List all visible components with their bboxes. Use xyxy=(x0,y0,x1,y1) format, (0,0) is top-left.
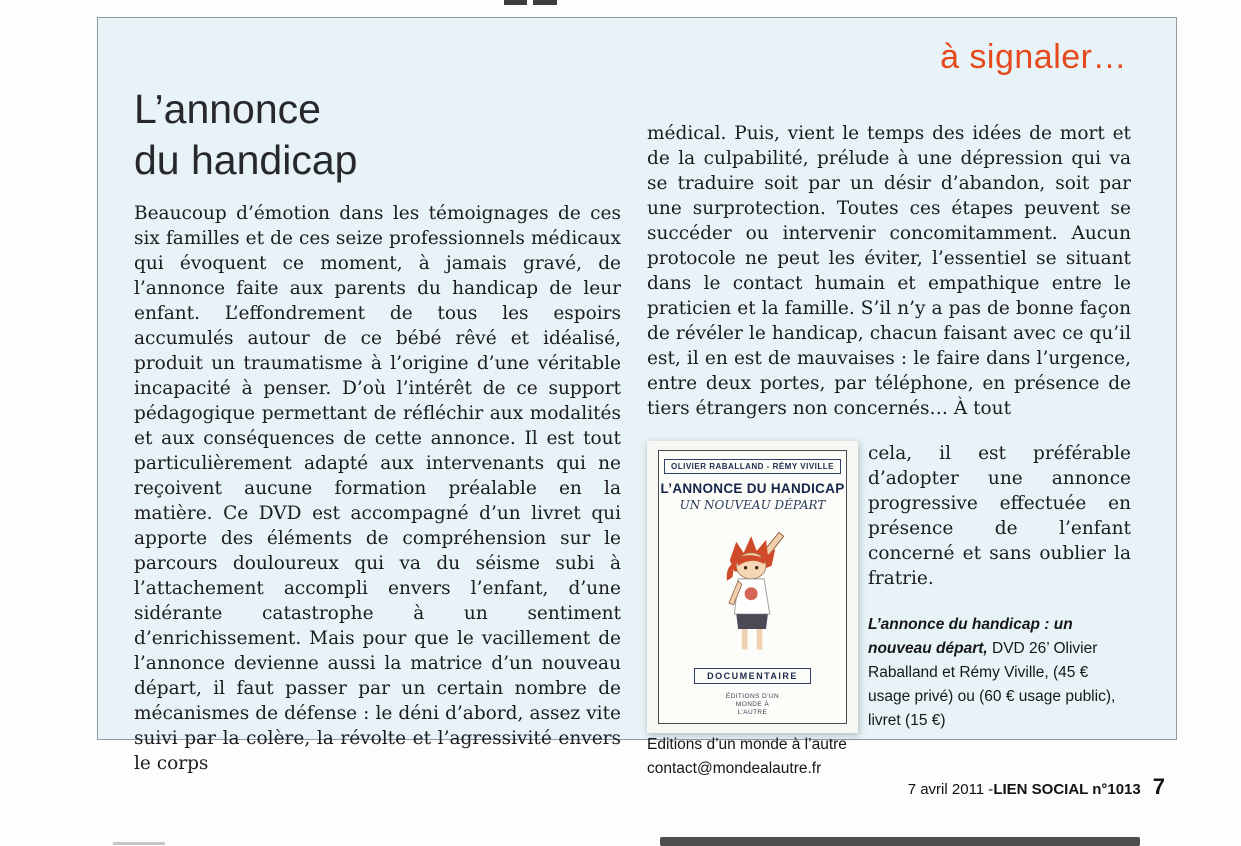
caption-email: contact@mondealautre.fr xyxy=(647,760,822,777)
dvd-publisher-logo: ÉDITIONS D’UN MONDE À L’AUTRE xyxy=(725,693,780,716)
dvd-subtitle: UN NOUVEAU DÉPART xyxy=(679,498,826,512)
dvd-cover xyxy=(658,450,847,724)
footer-page-number: 7 xyxy=(1152,774,1165,799)
dvd-cover-photo xyxy=(647,441,858,733)
page-footer xyxy=(908,774,1165,800)
footer-date: 7 avril 2011 - xyxy=(907,781,994,798)
dvd-authors: OLIVIER RABALLAND - RÉMY VIVILLE xyxy=(664,459,841,474)
article-title-line1: L’annonce xyxy=(134,86,321,132)
caption-details: DVD 26’ Olivier Raballand et Rémy Viville, (45 € usage privé) ou (60 € usage public), livret (15 €) xyxy=(868,640,1116,729)
article-text-col1: Beaucoup d’émotion dans les témoignages de ces six familles et de ces seize professionnels médicaux qui évoquent ce moment, à jamais gravé, de l’annonce faite aux parents du handicap de leur enfant. L’effondrement de tous les espoirs accumulés autour de ce bébé rêvé et idéalisé, produit un traumatisme à l’origine d’une véritable incapacité à penser. D’où l’intérêt de ce support pédagogique permettant de réfléchir aux modalités et aux conséquences de cette annonce. Il est tout particulièrement adapté aux intervenants qui ne reçoivent aucune formation préalable en la matière. Ce DVD est accompagné d’un livret qui apporte des éléments de compréhension sur le parcours douloureux qui va du séisme subi à l’attachement accompli envers l’enfant, d’une sidérante catastrophe à un sentiment d’enrichissement. Mais pour que le vacillement de l’annonce devienne aussi la matrice d’un nouveau départ, il faut passer par un certain nombre de mécanismes de défense : le déni d’abord, assez vite suivi par la colère, la révolte et l’agressivité envers le corps xyxy=(134,203,621,774)
media-block xyxy=(647,441,1131,781)
article-title xyxy=(134,84,357,186)
article-text-col2: médical. Puis, vient le temps des idées de mort et de la culpabilité, prélude à une dépression qui va se traduire soit par un désir d’abandon, soit par une surprotection. Toutes ces étapes peuvent se succéder ou intervenir concomitamment. Aucun protocole ne peut les éviter, l’essentiel se situant dans le contact humain et empathique entre le praticien et la famille. S’il n’y a pas de bonne façon de révéler le handicap, chacun faisant avec ce qu’il est, il en est de mauvaises : le faire dans l’urgence, entre deux portes, par téléphone, en présence de tiers étrangers non concernés… À tout xyxy=(647,123,1131,419)
dvd-genre: DOCUMENTAIRE xyxy=(694,668,811,684)
caption-publisher: Editions d’un monde à l’autre xyxy=(647,736,847,753)
scan-artifact-top-1 xyxy=(504,0,527,5)
dvd-title: L’ANNONCE DU HANDICAP xyxy=(660,481,845,496)
section-label: à signaler… xyxy=(940,38,1127,76)
article-column-right xyxy=(647,121,1131,781)
article-title-line2: du handicap xyxy=(134,137,358,183)
article-panel xyxy=(97,17,1177,777)
footer-journal: LIEN SOCIAL n°1013 xyxy=(993,781,1141,798)
scan-artifact-bottom xyxy=(660,837,1140,846)
caption-title: L’annonce du handicap : un nouveau départ, xyxy=(868,616,1073,657)
article-column-left xyxy=(134,201,621,776)
dvd-illustration xyxy=(697,512,809,668)
scan-artifact-top-2 xyxy=(533,0,557,5)
scan-artifact-bottom-left xyxy=(113,842,165,845)
article-text-col2-wrap: cela, il est préférable d’adopter une annonce progressive effectuée en présence de l’enfant concerné et sans oublier la fratrie. xyxy=(868,443,1131,589)
girl-drawing-icon xyxy=(697,525,809,655)
